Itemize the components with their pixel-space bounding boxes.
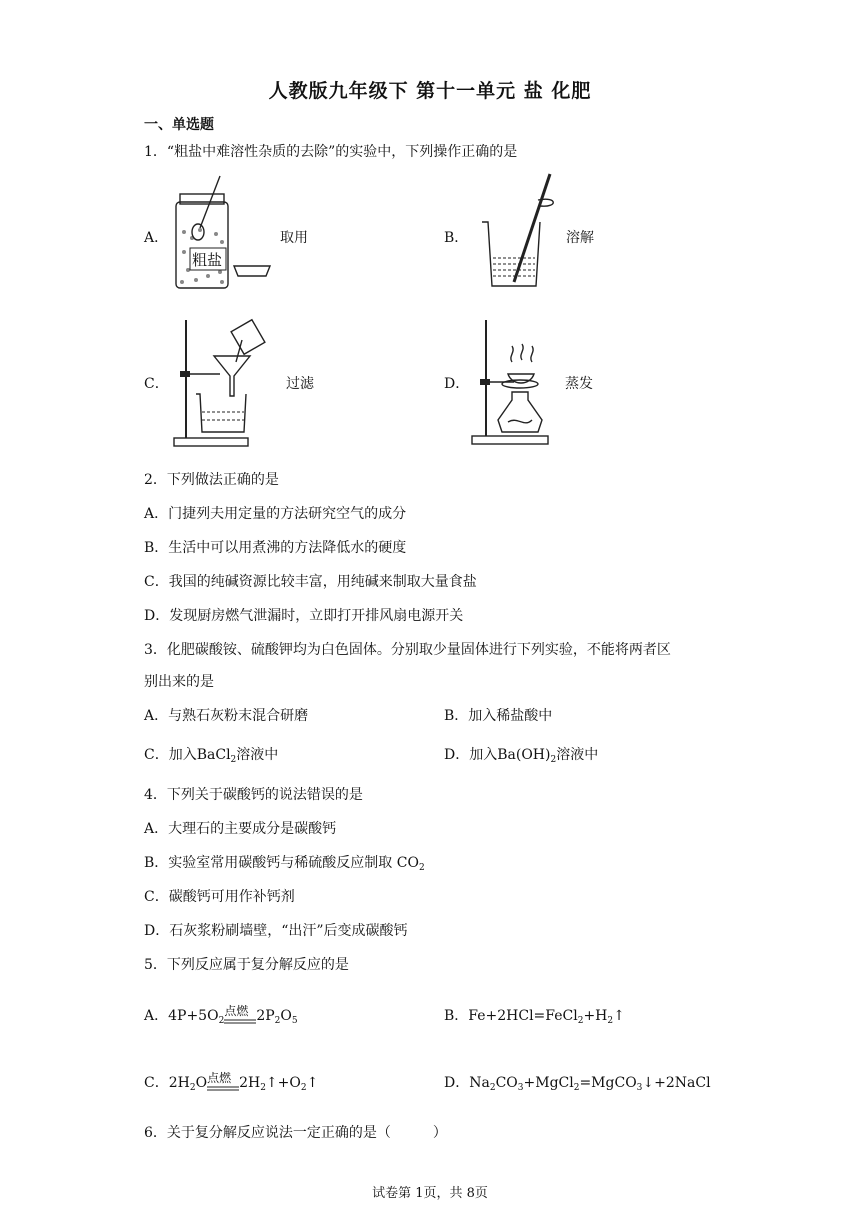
q2-stem: 2．下列做法正确的是 bbox=[144, 472, 279, 488]
q1-option-d-label: 蒸发 bbox=[565, 376, 593, 392]
q1-stem: 1．“粗盐中难溶性杂质的去除”的实验中，下列操作正确的是 bbox=[144, 144, 518, 160]
q1-option-a-label: 取用 bbox=[280, 230, 308, 246]
q5-option-b: B．$Fe+2HCl=FeCl_2+H_2↑$ bbox=[444, 1008, 625, 1026]
q1-option-d-letter: D． bbox=[444, 376, 470, 392]
jar-label: 粗盐 bbox=[192, 251, 223, 269]
q4-option-a: A．大理石的主要成分是碳酸钙 bbox=[144, 821, 337, 837]
q2-option-d: D．发现厨房燃气泄漏时，立即打开排风扇电源开关 bbox=[144, 608, 464, 624]
q5-a-condition: 点燃 bbox=[224, 1004, 249, 1018]
q4-stem: 4．下列关于碳酸钙的说法错误的是 bbox=[144, 787, 363, 803]
q5-option-a: A．$4P+5O_2$ 点燃 $2P_2O_5$ bbox=[144, 1004, 298, 1026]
q5-option-d: D．$Na_2CO_3+MgCl_2=MgCO_3↓+2NaCl$ bbox=[444, 1075, 711, 1093]
page-footer: 试卷第 1页，共 8页 bbox=[372, 1186, 488, 1201]
q1-option-a-letter: A． bbox=[144, 230, 169, 246]
q4-option-c: C．碳酸钙可用作补钙剂 bbox=[144, 889, 295, 905]
q3-option-a: A．与熟石灰粉末混合研磨 bbox=[144, 708, 309, 724]
q1-option-c-letter: C． bbox=[144, 376, 169, 392]
q4-option-d: D．石灰浆粉刷墙壁，“出汗”后变成碳酸钙 bbox=[144, 923, 408, 939]
evaporation-figure bbox=[468, 312, 558, 448]
q6-stem: 6．关于复分解反应说法一定正确的是（ ） bbox=[144, 1125, 447, 1141]
q5-stem: 5．下列反应属于复分解反应的是 bbox=[144, 957, 349, 973]
q1-option-b-letter: B． bbox=[444, 230, 469, 246]
q3-option-d: D．加入$Ba(OH)_2$溶液中 bbox=[444, 747, 599, 765]
q2-option-a: A．门捷列夫用定量的方法研究空气的成分 bbox=[144, 506, 407, 522]
q1-option-c-label: 过滤 bbox=[286, 376, 314, 392]
q4-option-b: B．实验室常用碳酸钙与稀硫酸反应制取 $CO_2$ bbox=[144, 855, 425, 873]
beaker-stirring-figure bbox=[478, 172, 568, 292]
q5-c-condition: 点燃 bbox=[207, 1071, 232, 1085]
q2-option-c: C．我国的纯碱资源比较丰富，用纯碱来制取大量食盐 bbox=[144, 574, 477, 590]
q2-option-b: B．生活中可以用煮沸的方法降低水的硬度 bbox=[144, 540, 407, 556]
q3-stem-line2: 别出来的是 bbox=[144, 674, 214, 690]
q1-option-b-label: 溶解 bbox=[566, 230, 594, 246]
page-title: 人教版九年级下 第十一单元 盐 化肥 bbox=[268, 80, 592, 102]
q5-option-c: C．$2H_2O$ 点燃 $2H_2↑+O_2↑$ bbox=[144, 1071, 319, 1093]
section-heading: 一、单选题 bbox=[144, 117, 214, 133]
q3-option-c: C．加入BaCl$_2$溶液中 bbox=[144, 747, 279, 765]
q3-option-b: B．加入稀盐酸中 bbox=[444, 708, 553, 724]
salt-jar-figure bbox=[170, 172, 280, 292]
filtration-figure bbox=[170, 312, 280, 448]
q3-stem-line1: 3．化肥碳酸铵、硫酸钾均为白色固体。分别取少量固体进行下列实验，不能将两者区 bbox=[144, 642, 671, 658]
